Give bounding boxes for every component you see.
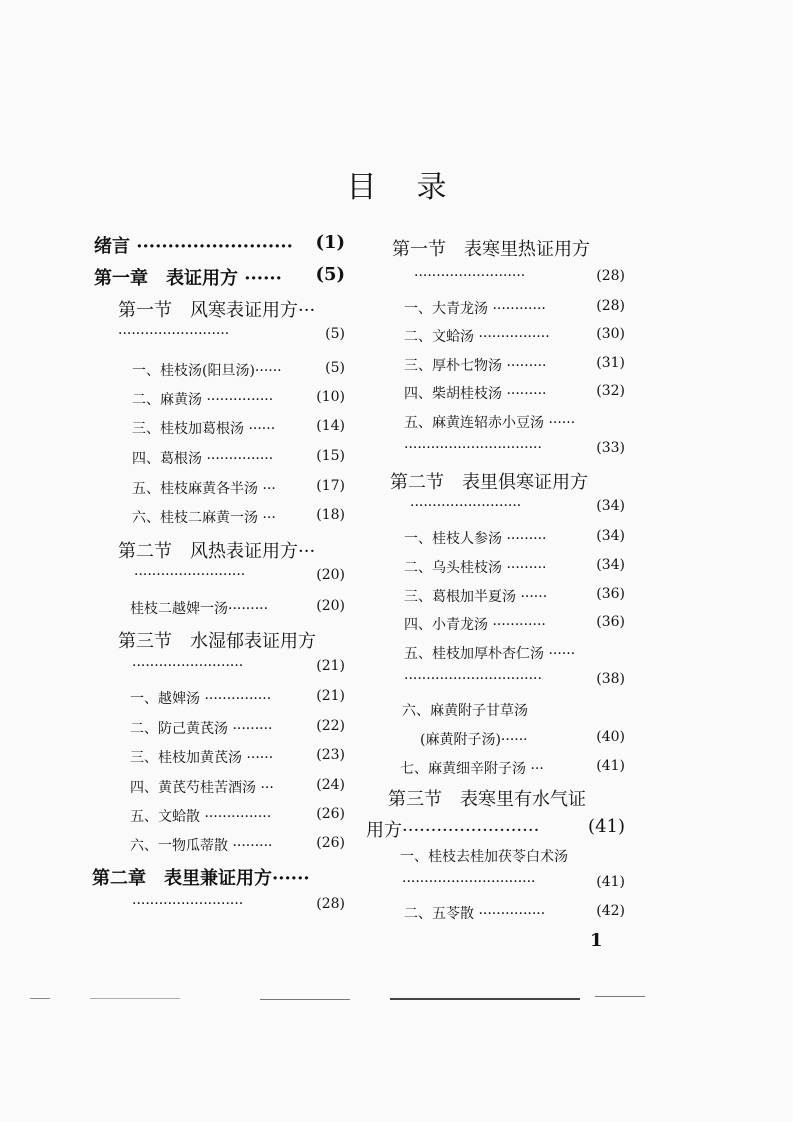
toc-entry-page: (14) [316, 418, 345, 434]
toc-entry-page: (15) [316, 448, 345, 464]
scan-line [90, 998, 180, 999]
toc-entry-text: ······························ [402, 874, 536, 890]
toc-entry-page: (26) [316, 806, 345, 822]
toc-entry-text: 三、桂枝加葛根汤 ······ [132, 421, 276, 437]
toc-entry-text: ························· [410, 498, 522, 514]
toc-entry-text: 绪言 ························· [94, 236, 293, 257]
toc-entry-page: (18) [316, 507, 345, 523]
toc-entry-page: (41) [596, 874, 625, 890]
toc-entry-page: (5) [325, 360, 345, 376]
scan-line [390, 998, 580, 1000]
toc-entry-page: (17) [316, 478, 345, 494]
toc-entry-text: 第三节 水湿郁表证用方 [118, 631, 316, 652]
toc-entry-text: ······························· [404, 440, 542, 456]
toc-entry-page: (31) [596, 355, 625, 371]
toc-entry-page: (41) [588, 816, 625, 837]
toc-entry-page: (30) [596, 326, 625, 342]
toc-entry-text: 一、桂枝汤(阳旦汤)······ [132, 363, 282, 379]
toc-entry-text: 六、麻黄附子甘草汤 [402, 703, 528, 719]
page-title: 目录 [346, 170, 487, 205]
toc-entry-text: 四、柴胡桂枝汤 ········· [404, 386, 547, 402]
toc-entry-page: (10) [316, 389, 345, 405]
toc-entry-page: (20) [316, 567, 345, 583]
toc-entry-text: 第一节 风寒表证用方··· [118, 300, 316, 321]
toc-entry-page: (21) [316, 688, 345, 704]
toc-entry-text: 三、葛根加半夏汤 ······ [404, 589, 548, 605]
toc-entry-page: (41) [596, 758, 625, 774]
toc-entry-page: (23) [316, 747, 345, 763]
toc-entry-text: ························· [132, 658, 244, 674]
toc-entry-text: 三、桂枝加黄芪汤 ······ [130, 750, 274, 766]
toc-entry-page: (38) [596, 671, 625, 687]
toc-entry-text: 三、厚朴七物汤 ········· [404, 358, 547, 374]
toc-entry-text: ······························· [404, 671, 542, 687]
toc-entry-page: (32) [596, 383, 625, 399]
toc-entry-page: (21) [316, 658, 345, 674]
toc-entry-text: 第二节 风热表证用方··· [118, 541, 316, 562]
toc-entry-text: 二、乌头桂枝汤 ········· [404, 560, 547, 576]
toc-entry-page: (34) [596, 557, 625, 573]
toc-entry-text: 五、麻黄连轺赤小豆汤 ······ [404, 415, 576, 431]
toc-entry-text: 七、麻黄细辛附子汤 ··· [400, 761, 544, 777]
toc-entry-text: 二、防己黄芪汤 ········· [130, 721, 273, 737]
toc-entry-text: 一、越婢汤 ··············· [130, 691, 272, 707]
toc-entry-text: 二、五苓散 ··············· [404, 906, 546, 922]
toc-entry-text: 二、文蛤汤 ················ [404, 329, 550, 345]
toc-entry-text: 二、麻黄汤 ··············· [132, 392, 274, 408]
toc-entry-page: (1) [315, 232, 345, 253]
toc-entry-text: ························· [132, 896, 244, 912]
toc-entry-page: (34) [596, 528, 625, 544]
toc-entry-page: (28) [596, 298, 625, 314]
toc-entry-text: 六、一物瓜蒂散 ········· [130, 838, 273, 854]
toc-entry-page: (5) [315, 264, 345, 285]
toc-entry-text: 五、桂枝加厚朴杏仁汤 ······ [404, 646, 576, 662]
toc-entry-text: 第一节 表寒里热证用方 [392, 239, 590, 260]
toc-entry-page: (20) [316, 598, 345, 614]
toc-entry-text: 用方························ [366, 820, 540, 841]
toc-entry-text: 四、葛根汤 ··············· [132, 451, 274, 467]
toc-entry-text: 五、桂枝麻黄各半汤 ··· [132, 481, 276, 497]
toc-entry-text: ························· [118, 326, 230, 342]
scan-line [595, 996, 645, 997]
toc-entry-page: (26) [316, 835, 345, 851]
toc-entry-text: 六、桂枝二麻黄一汤 ··· [132, 510, 276, 526]
toc-entry-text: 桂枝二越婢一汤········· [130, 601, 269, 617]
toc-entry-text: 一、大青龙汤 ············ [404, 301, 546, 317]
toc-entry-text: 第二章 表里兼证用方······ [92, 868, 310, 889]
toc-entry-text: 四、黄芪芍桂苦酒汤 ··· [130, 780, 274, 796]
toc-entry-text: 第一章 表证用方 ······ [94, 268, 282, 289]
toc-entry-page: (28) [596, 268, 625, 284]
toc-entry-text: 第三节 表寒里有水气证 [388, 789, 586, 810]
toc-entry-page: (28) [316, 896, 345, 912]
toc-entry-text: (麻黄附子汤)······ [420, 732, 528, 748]
scan-line [30, 998, 50, 999]
toc-entry-text: 第二节 表里俱寒证用方 [390, 472, 588, 493]
toc-entry-page: (33) [596, 440, 625, 456]
toc-entry-page: (36) [596, 614, 625, 630]
toc-entry-text: 一、桂枝去桂加茯苓白术汤 [400, 849, 568, 865]
toc-entry-page: (40) [596, 729, 625, 745]
toc-entry-page: (5) [325, 326, 345, 342]
toc-entry-page: (24) [316, 777, 345, 793]
page-number: 1 [590, 930, 603, 951]
toc-entry-page: (36) [596, 586, 625, 602]
toc-entry-text: 五、文蛤散 ··············· [130, 809, 272, 825]
toc-entry-page: (42) [596, 903, 625, 919]
scan-line [260, 999, 350, 1000]
toc-entry-text: ························· [134, 567, 246, 583]
toc-entry-page: (34) [596, 498, 625, 514]
toc-entry-text: ························· [414, 268, 526, 284]
toc-entry-text: 一、桂枝人参汤 ········· [404, 531, 547, 547]
toc-entry-page: (22) [316, 718, 345, 734]
toc-entry-text: 四、小青龙汤 ············ [404, 617, 546, 633]
